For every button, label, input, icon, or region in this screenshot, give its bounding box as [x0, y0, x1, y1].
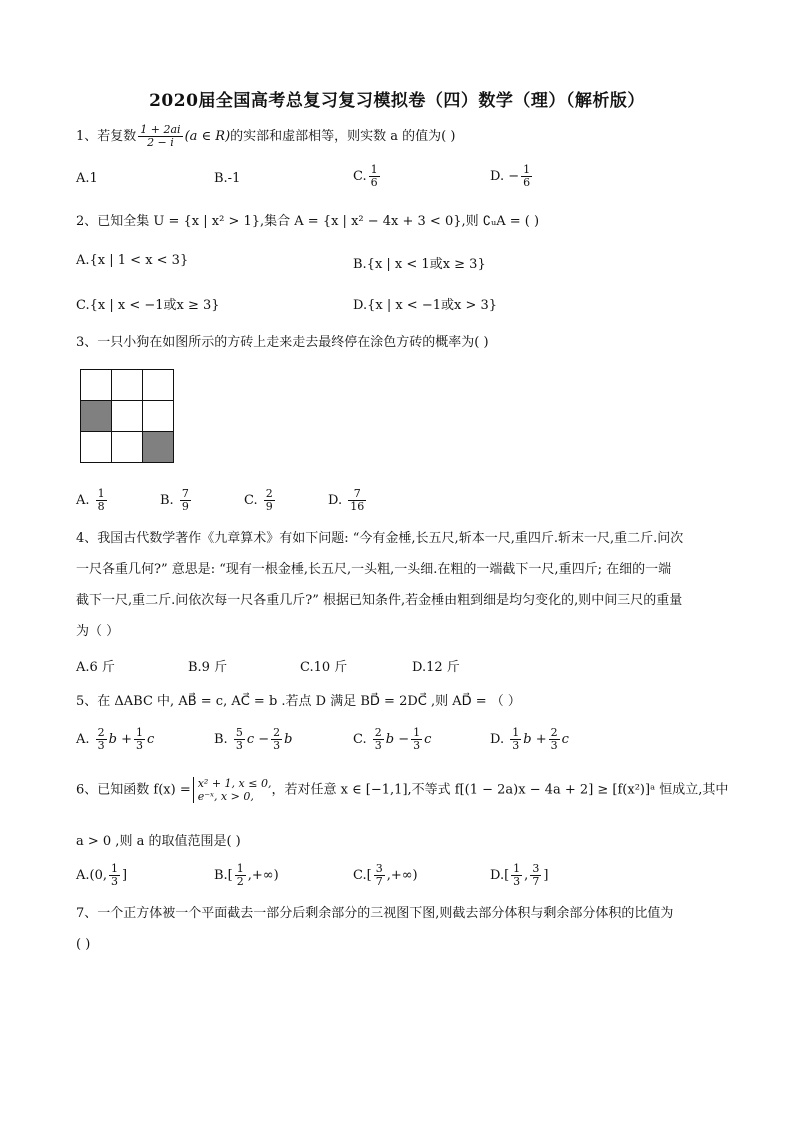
q4-line-1: 4、我国古代数学著作《九章算术》有如下问题: “今有金棰,长五尺,斩本一尺,重四斤.斩末一尺,重二斤.问次	[76, 531, 684, 546]
q5-option-a-label: A.	[76, 732, 90, 747]
frac-den: 7	[375, 875, 383, 888]
q3-option-c-den: 9	[265, 500, 273, 513]
q6-option-a-pre: A.(0,	[76, 868, 107, 883]
q5-option-b-frac-1	[234, 727, 245, 752]
tile	[81, 432, 112, 463]
tile	[143, 401, 174, 432]
q6-option-d-frac-2	[530, 863, 541, 888]
q4-line-2: 一尺各重几何?” 意思是: “现有一根金棰,长五尺,一头粗,一头细.在粗的一端截下一尺,重四斤; 在细的一端	[76, 562, 672, 577]
q4-option-c: C.10 斤	[300, 660, 348, 675]
q1-fraction	[138, 124, 182, 149]
q6-prefix: 6、已知函数 f(x) =	[76, 782, 191, 798]
q1-option-d-frac	[521, 164, 532, 189]
q5-option-b-term-2: b	[284, 732, 293, 747]
q5-option-a	[76, 727, 154, 752]
q1-option-d-label: D. −	[490, 169, 520, 184]
q6-option-d-mid: ,	[524, 868, 529, 883]
q1-fraction-den: 2 − i	[147, 136, 174, 149]
q6-option-d-pre: D.[	[490, 868, 510, 883]
q3-option-c	[244, 488, 277, 513]
frac-den: 3	[235, 739, 243, 752]
frac-num: 5	[235, 726, 243, 739]
q3-option-d-frac	[348, 488, 366, 513]
q1-option-d-den: 6	[523, 176, 531, 189]
q6-option-d	[490, 863, 548, 888]
q2-option-c: C.{x | x < −1或x ≥ 3}	[76, 298, 220, 313]
frac-den: 3	[513, 875, 521, 888]
q5-option-d	[490, 727, 569, 752]
q5-option-c-frac-1	[373, 727, 384, 752]
q5-option-c	[353, 727, 431, 752]
frac-num: 2	[97, 726, 105, 739]
q3-option-a-num: 1	[97, 487, 105, 500]
q6-option-a-post: ]	[122, 868, 128, 883]
q3-option-a-label: A.	[76, 493, 90, 508]
frac-num: 3	[532, 862, 540, 875]
q1-prefix: 1、若复数	[76, 129, 137, 144]
q3-option-d-label: D.	[328, 493, 343, 508]
q1-option-b: B.-1	[214, 171, 241, 186]
q3-option-c-frac	[264, 488, 275, 513]
q6-option-b	[214, 863, 279, 888]
q5-option-c-term-2: c	[424, 732, 432, 747]
q3-option-c-num: 2	[265, 487, 273, 500]
frac-den: 3	[550, 739, 558, 752]
q1-option-a: A.1	[76, 171, 98, 186]
q3-option-a	[76, 488, 109, 513]
q1-suffix: 的实部和虚部相等，则实数 a 的值为( )	[230, 129, 456, 144]
q5-option-b-label: B.	[214, 732, 228, 747]
q6-case-1: x² + 1, x ≤ 0,	[197, 777, 272, 790]
question-4	[76, 523, 728, 647]
q1-option-c-frac	[369, 164, 380, 189]
q6-option-b-pre: B.[	[214, 868, 233, 883]
q1-option-c	[353, 164, 382, 189]
frac-num: 1	[111, 862, 118, 875]
q5-option-a-term-2: c	[147, 732, 155, 747]
frac-num: 2	[374, 726, 382, 739]
frac-den: 3	[512, 739, 520, 752]
q7-line-2: ( )	[76, 937, 91, 952]
q6-option-a-frac	[109, 863, 120, 888]
tile	[143, 370, 174, 401]
tile	[112, 432, 143, 463]
q6-line-2: a > 0 ,则 a 的取值范围是( )	[76, 834, 241, 849]
q7-line-1: 7、一个正方体被一个平面截去一部分后剩余部分的三视图下图,则截去部分体积与剩余部分体积的比值为	[76, 906, 674, 921]
q2-option-d: D.{x | x < −1或x > 3}	[353, 298, 498, 313]
q6-option-d-frac-1	[511, 863, 522, 888]
tile	[112, 370, 143, 401]
frac-num: 1	[513, 862, 521, 875]
frac-num: 2	[273, 726, 281, 739]
q3-option-b-den: 9	[181, 500, 189, 513]
frac-den: 3	[374, 739, 382, 752]
frac-den: 7	[532, 875, 540, 888]
frac-den: 3	[273, 739, 281, 752]
q6-option-c-post: ,+∞)	[386, 868, 418, 883]
q3-option-d-num: 7	[348, 488, 366, 501]
shaded-tile	[143, 432, 174, 463]
q4-option-b: B.9 斤	[188, 660, 228, 675]
q5-option-b-term-1: c −	[246, 732, 270, 747]
q5-option-d-frac-1	[510, 727, 521, 752]
q6-piecewise	[193, 777, 272, 803]
q5-option-b	[214, 727, 292, 752]
q3-option-b-num: 7	[181, 487, 189, 500]
q3-option-c-label: C.	[244, 493, 258, 508]
q5-option-b-frac-2	[271, 727, 282, 752]
q3-option-b-frac	[180, 488, 191, 513]
q1-fraction-num: 1 + 2ai	[140, 123, 181, 136]
frac-num: 1	[413, 726, 421, 739]
frac-num: 1	[236, 862, 244, 875]
frac-num: 1	[136, 726, 144, 739]
frac-num: 2	[550, 726, 558, 739]
q5-option-d-term-1: b +	[523, 732, 547, 747]
frac-den: 3	[413, 739, 421, 752]
q2-option-a: A.{x | 1 < x < 3}	[76, 253, 189, 268]
q6-option-c	[353, 863, 418, 888]
q4-line-4: 为（ ）	[76, 624, 120, 639]
frac-den: 3	[97, 739, 105, 752]
q5-option-a-frac-1	[96, 727, 107, 752]
q2-option-b: B.{x | x < 1或x ≥ 3}	[353, 257, 486, 272]
question-2: 2、已知全集 U = {x | x² > 1},集合 A = {x | x² − 4x + 3 < 0},则 ∁ᵤA = ( )	[76, 214, 540, 229]
q6-case-2: e⁻ˣ, x > 0,	[197, 790, 254, 803]
q5-option-c-frac-2	[411, 727, 422, 752]
q3-option-d-den: 16	[350, 500, 365, 513]
q1-option-d	[490, 164, 534, 189]
q5-option-c-label: C.	[353, 732, 367, 747]
frac-num: 1	[512, 726, 520, 739]
q4-option-d: D.12 斤	[412, 660, 460, 675]
tile	[81, 370, 112, 401]
q6-option-a	[76, 863, 127, 888]
q1-option-d-num: 1	[523, 163, 531, 176]
q6-option-c-frac	[374, 863, 385, 888]
q6-option-d-post: ]	[543, 868, 549, 883]
question-6	[76, 777, 729, 803]
q5-option-d-label: D.	[490, 732, 505, 747]
q5-option-a-term-1: b +	[108, 732, 133, 747]
q3-option-a-frac	[96, 488, 107, 513]
question-1	[76, 124, 726, 149]
shaded-tile	[81, 401, 112, 432]
q3-option-b	[160, 488, 193, 513]
page-title: 2020届全国高考总复习复习模拟卷（四）数学（理）（解析版）	[149, 91, 645, 111]
frac-den: 3	[111, 875, 118, 888]
frac-den: 2	[236, 875, 244, 888]
q3-option-d	[328, 488, 368, 513]
tile	[112, 401, 143, 432]
q6-option-c-pre: C.[	[353, 868, 372, 883]
q1-option-c-label: C.	[353, 169, 367, 184]
q1-condition: (a ∈ R)	[184, 129, 231, 144]
q3-option-a-den: 8	[97, 500, 105, 513]
question-3: 3、一只小狗在如图所示的方砖上走来走去最终停在涂色方砖的概率为( )	[76, 335, 489, 350]
q4-option-a: A.6 斤	[76, 660, 115, 675]
tile-grid-figure	[80, 369, 174, 463]
question-7	[76, 898, 728, 960]
q5-option-d-term-2: c	[561, 732, 569, 747]
q6-suffix: ，若对任意 x ∈ [−1,1],不等式 f[(1 − 2a)x − 4a + 2] ≥ [f(x²)]ᵃ 恒成立,其中	[271, 782, 729, 798]
frac-num: 3	[375, 862, 383, 875]
q1-option-c-den: 6	[370, 176, 378, 189]
q5-option-a-frac-2	[134, 727, 145, 752]
question-5: 5、在 ΔABC 中, AB⃗ = c, AC⃗ = b .若点 D 满足 BD⃗ = 2DC⃗ ,则 AD⃗ = （ ）	[76, 694, 521, 709]
q6-option-b-post: ,+∞)	[247, 868, 279, 883]
q3-option-b-label: B.	[160, 493, 174, 508]
q1-option-c-num: 1	[370, 163, 378, 176]
q6-option-b-frac	[235, 863, 246, 888]
frac-den: 3	[136, 739, 144, 752]
q4-line-3: 截下一尺,重二斤.问依次每一尺各重几斤?” 根据已知条件,若金棰由粗到细是均匀变化的,则中间三尺的重量	[76, 593, 683, 608]
q5-option-d-frac-2	[549, 727, 560, 752]
q5-option-c-term-1: b −	[385, 732, 410, 747]
